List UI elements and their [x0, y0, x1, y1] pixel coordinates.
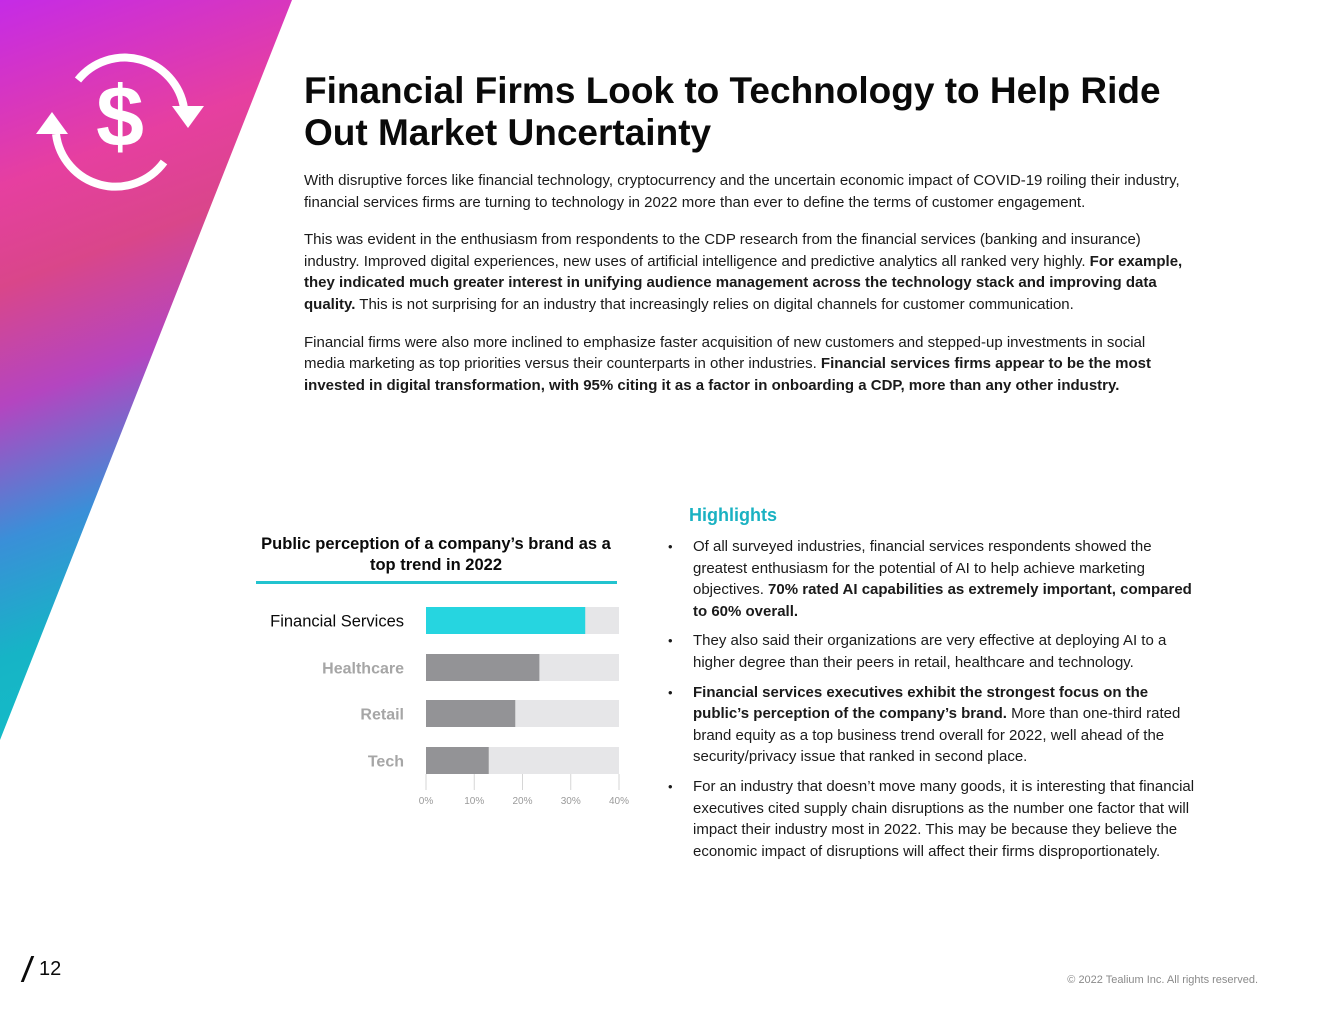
tick-label: 30% [560, 796, 581, 807]
bar [426, 654, 539, 681]
page-number [26, 956, 61, 982]
page-title: Financial Firms Look to Technology to Help Ride Out Market Uncertainty [304, 70, 1161, 153]
paragraph [304, 332, 1184, 397]
page-number-text: 12 [39, 957, 62, 980]
text-run: With disruptive forces like financial technology, cryptocurrency and the uncertain economic impact of COVID-19 roiling their industry, financial services firms are turning to technology in 2022 more than ever to define the terms of customer engagement. [304, 172, 1180, 211]
bold-text: Financial services executives exhibit the strongest focus on the public’s perception of the company’s brand. [693, 683, 1149, 723]
paragraph [304, 229, 1184, 315]
tick-label: 40% [608, 796, 630, 807]
text-run: More than one-third rated brand equity as a top business trend overall for 2022, well ahead of the security/privacy issue that ranked in second place. [693, 705, 1181, 766]
highlight-item [668, 682, 1208, 768]
text-run: Financial firms were also more inclined to emphasize faster acquisition of new customers and stepped-up investments in social media marketing as top priorities versus their counterparts in other industries. [304, 333, 1146, 373]
highlights-list [668, 536, 1208, 862]
brand-perception-chart [244, 532, 634, 822]
text-run: This was evident in the enthusiasm from respondents to the CDP research from the financial services (banking and insurance) industry. Improved digital experiences, new uses of artificial intelligence and predictive analytics all ranked very highly. [304, 231, 1141, 270]
text-run: They also said their organizations are very effective at deploying AI to a higher degree than their peers in retail, healthcare and technology. [693, 632, 1167, 671]
highlights-heading: Highlights [689, 505, 777, 525]
category-label: Tech [367, 753, 404, 771]
tick-label: 0% [418, 796, 434, 807]
intro-text [304, 170, 1184, 412]
tick-label: 20% [512, 796, 533, 807]
bar [426, 700, 515, 727]
bold-text: Financial services firms appear to be the most invested in digital transformation, with 95% citing it as a factor in onboarding a CDP, more than any other industry. [304, 355, 1152, 394]
category-label: Healthcare [322, 660, 404, 678]
copyright-notice: © 2022 Tealium Inc. All rights reserved. [1067, 974, 1258, 986]
bar [426, 747, 489, 774]
highlight-item [668, 536, 1208, 622]
paragraph [304, 170, 1184, 213]
bar [426, 607, 585, 634]
bold-text: 70% rated AI capabilities as extremely important, compared to 60% overall. [693, 581, 1192, 620]
highlights-section [668, 505, 1208, 870]
tick-label: 10% [464, 796, 485, 807]
chart-plot [244, 532, 634, 822]
dollar-cycle-icon [32, 40, 208, 200]
chart-title: Public perception of a company’s brand as a top trend in 2022 [261, 535, 611, 574]
category-label: Financial Services [270, 612, 404, 631]
text-run: This is not surprising for an industry that increasingly relies on digital channels for customer communication. [355, 295, 1074, 313]
text-run: For an industry that doesn’t move many goods, it is interesting that financial executives cited supply chain disruptions as the number one factor that will impact their industry most in 2022. This may be because they believe the economic impact of disruptions will affect their firms disproportionately. [693, 777, 1195, 860]
svg-text:$: $ [96, 69, 144, 165]
slash-icon [21, 956, 35, 982]
highlight-item [668, 776, 1208, 862]
text-run: Of all surveyed industries, financial services respondents showed the greatest enthusiasm for the potential of AI to help achieve marketing objectives. [693, 538, 1152, 599]
bold-text: For example, they indicated much greater interest in unifying audience management across the technology stack and improving data quality. [304, 252, 1183, 313]
highlight-item [668, 630, 1208, 673]
category-label: Retail [360, 706, 404, 724]
